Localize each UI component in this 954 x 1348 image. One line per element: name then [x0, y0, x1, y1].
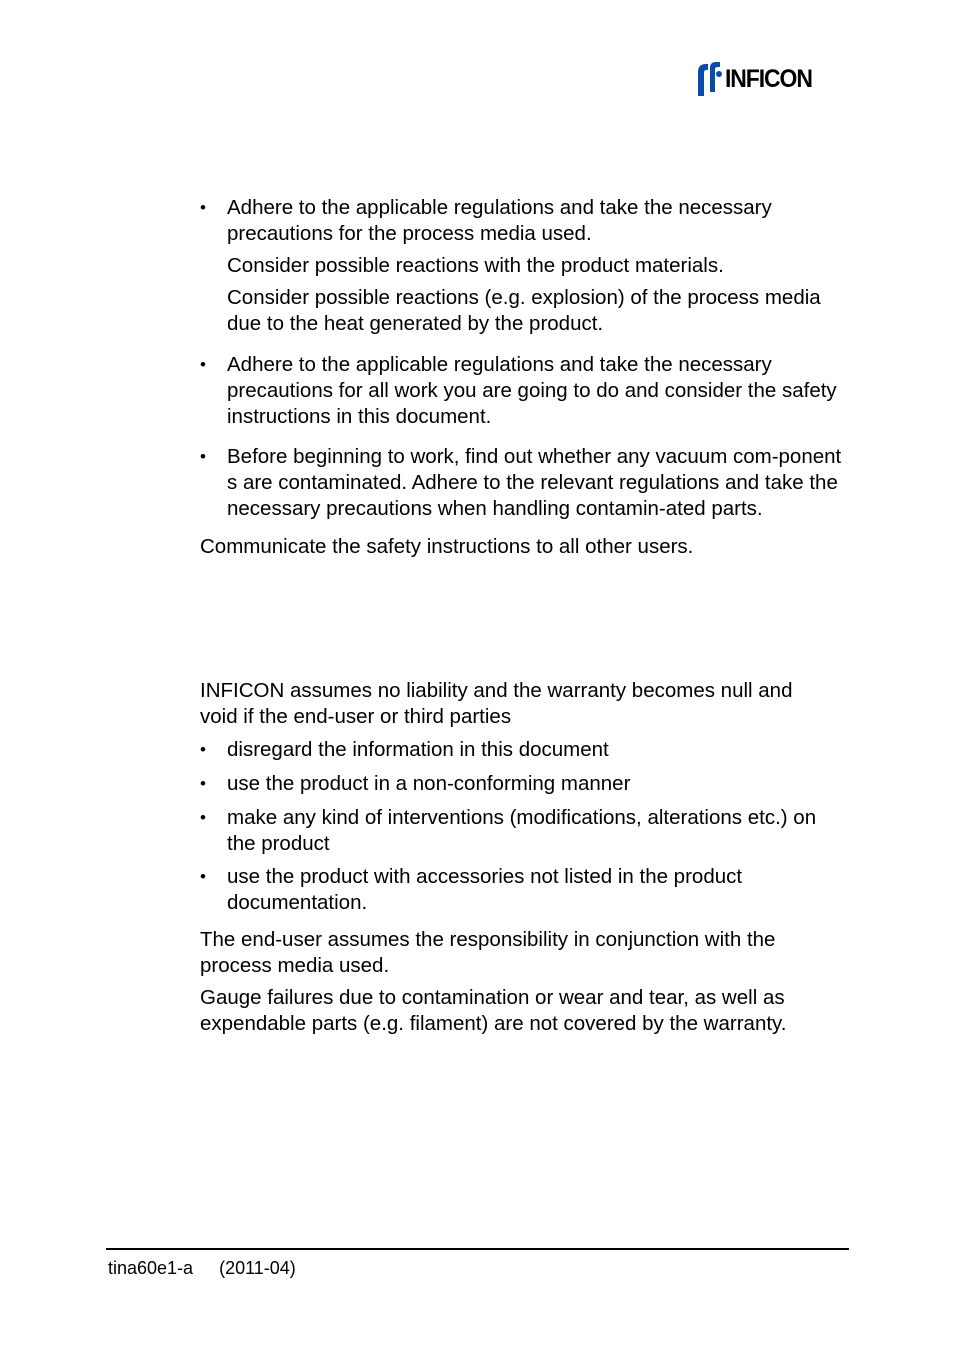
- safety-item: [200, 352, 850, 430]
- inficon-logo: [694, 62, 846, 96]
- liability-item: [200, 737, 850, 763]
- liability-intro: INFICON assumes no liability and the warranty becomes null and void if the end-user or third parties: [200, 679, 793, 728]
- safety-text: • Adhere to the applicable regulations and take the necessary precautions for all work you are going to do and consider the safety instructions in this document.: [227, 353, 837, 428]
- page-content: [200, 195, 850, 1037]
- liability-item: [200, 771, 850, 797]
- liability-item: [200, 805, 850, 857]
- inficon-logo-icon: [694, 62, 724, 96]
- safety-text: • Before beginning to work, find out whether any vacuum com-ponents are contaminated. Adhere to the relevant regulations and take the necessary precautions when handling contamin-ated parts.: [227, 445, 842, 520]
- logo-text: INFICON: [725, 64, 812, 93]
- footer-rule: [106, 1248, 849, 1250]
- safety-text: Consider possible reactions with the product materials.: [227, 254, 724, 277]
- liability-paragraph: Gauge failures due to contamination or wear and tear, as well as expendable parts (e.g. filament) are not covered by the warranty.: [200, 986, 787, 1035]
- safety-item: [200, 444, 850, 522]
- safety-item: [200, 195, 850, 247]
- safety-closing: Communicate the safety instructions to all other users.: [200, 535, 694, 558]
- liability-text: • make any kind of interventions (modifications, alterations etc.) on the product: [227, 806, 817, 855]
- liability-item: [200, 864, 850, 916]
- liability-text: • use the product in a non-conforming manner: [227, 772, 631, 795]
- footer: [108, 1257, 296, 1279]
- liability-paragraph: The end-user assumes the responsibility in conjunction with the process media used.: [200, 928, 776, 977]
- liability-text: • disregard the information in this document: [227, 738, 609, 761]
- safety-text: • Adhere to the applicable regulations and take the necessary precautions for the process media used.: [227, 196, 772, 245]
- liability-text: • use the product with accessories not listed in the product documentation.: [227, 865, 743, 914]
- safety-text: Consider possible reactions (e.g. explosion) of the process media due to the heat generated by the product.: [227, 286, 821, 335]
- doc-date: (2011-04): [219, 1258, 296, 1278]
- doc-id: tina60e1-a: [108, 1258, 194, 1278]
